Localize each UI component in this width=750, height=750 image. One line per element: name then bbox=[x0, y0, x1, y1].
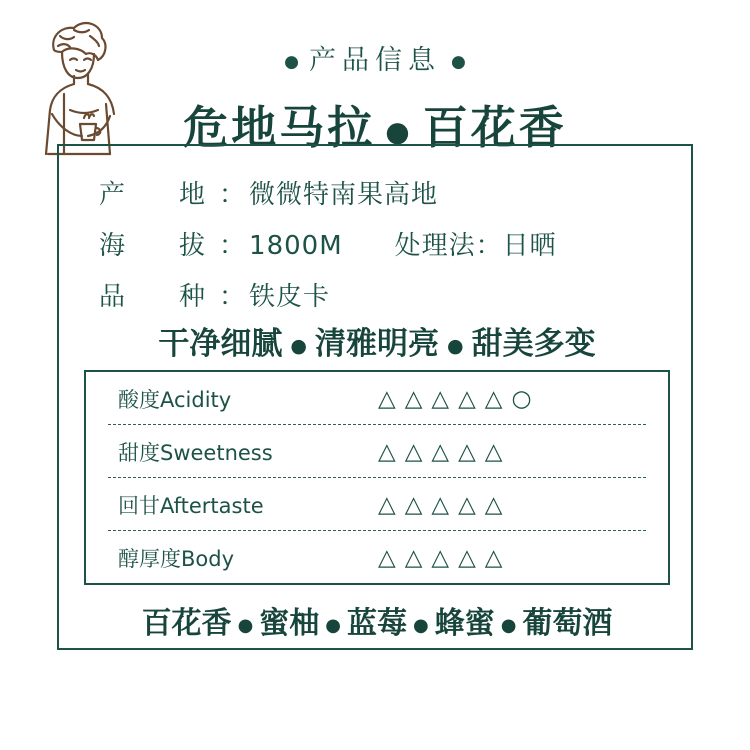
tagline-part-1: 干净细腻 bbox=[158, 326, 283, 362]
rating-marks-sweetness: △△△△△ bbox=[378, 438, 512, 465]
spec-value-variety: 铁皮卡 bbox=[249, 282, 331, 312]
rating-row-aftertaste bbox=[86, 478, 668, 531]
rating-row-sweetness bbox=[86, 425, 668, 478]
flavor-separator-3: ● bbox=[413, 614, 429, 636]
spec-list bbox=[99, 174, 659, 327]
flavor-note-3: 蓝莓 bbox=[347, 606, 407, 641]
tagline bbox=[59, 318, 695, 363]
rating-marks-body: △△△△△ bbox=[378, 544, 512, 571]
ratings-box bbox=[84, 370, 670, 585]
flavor-note-1: 百花香 bbox=[141, 606, 232, 641]
kicker-dot-left: ● bbox=[284, 51, 299, 72]
info-card bbox=[57, 144, 693, 650]
rating-label-aftertaste: 回甘Aftertaste bbox=[118, 493, 264, 518]
flavor-separator-2: ● bbox=[325, 614, 341, 636]
spec-label-process: 处理法： bbox=[394, 231, 503, 261]
flavor-notes bbox=[59, 598, 695, 642]
tagline-part-3: 甜美多变 bbox=[471, 326, 596, 362]
rating-row-body bbox=[86, 531, 668, 584]
title-flavor: 百花香 bbox=[422, 101, 567, 154]
spec-value-origin: 微微特南果高地 bbox=[249, 180, 439, 210]
spec-colon-variety: ： bbox=[219, 282, 246, 312]
tagline-part-2: 清雅明亮 bbox=[315, 326, 439, 362]
title-separator: ● bbox=[385, 115, 413, 148]
rating-row-acidity bbox=[86, 372, 668, 425]
kicker-dot-right: ● bbox=[451, 51, 466, 72]
spec-colon-origin: ： bbox=[219, 180, 246, 210]
spec-colon-altitude: ： bbox=[219, 231, 246, 261]
spec-label-variety: 品 种 bbox=[99, 282, 220, 312]
kicker-text: 产品信息 bbox=[309, 45, 441, 76]
rating-label-acidity: 酸度Acidity bbox=[118, 387, 232, 412]
spec-row-altitude bbox=[99, 225, 659, 262]
spec-label-origin: 产 地 bbox=[99, 180, 220, 210]
rating-label-body: 醇厚度Body bbox=[118, 546, 235, 571]
rating-marks-acidity: △△△△△○ bbox=[378, 385, 541, 412]
tagline-separator-1: ● bbox=[290, 334, 307, 357]
spec-row-origin bbox=[99, 174, 659, 211]
rating-label-sweetness: 甜度Sweetness bbox=[118, 440, 273, 465]
flavor-separator-1: ● bbox=[237, 614, 254, 636]
flavor-separator-4: ● bbox=[500, 614, 517, 636]
spec-value-process: 日晒 bbox=[502, 231, 557, 261]
kicker-line bbox=[0, 38, 750, 77]
flavor-note-5: 葡萄酒 bbox=[522, 606, 613, 641]
spec-label-altitude: 海 拔 bbox=[99, 231, 220, 261]
header bbox=[0, 38, 750, 156]
tagline-separator-2: ● bbox=[447, 334, 464, 357]
flavor-note-2: 蜜柚 bbox=[259, 606, 320, 641]
rating-marks-aftertaste: △△△△△ bbox=[378, 491, 512, 518]
spec-value-altitude: 1800M bbox=[249, 231, 343, 261]
flavor-note-4: 蜂蜜 bbox=[434, 606, 495, 641]
title-origin: 危地马拉 bbox=[183, 101, 376, 154]
spec-row-variety bbox=[99, 276, 659, 313]
